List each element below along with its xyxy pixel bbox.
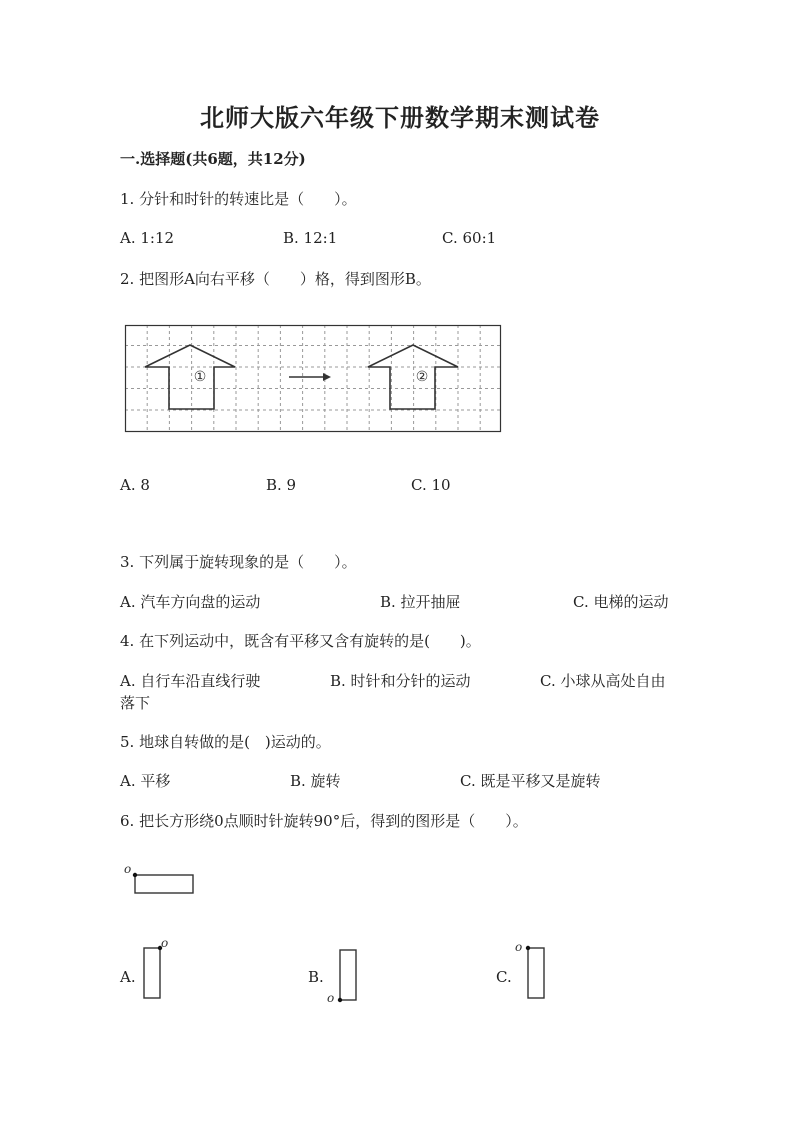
shape-b-label: ② <box>415 369 429 385</box>
q1-option-b[interactable]: B. 12:1 <box>283 229 338 247</box>
q2-grid-figure <box>125 325 501 432</box>
shape-a-arrow <box>145 345 235 409</box>
q6-option-b[interactable]: B. <box>308 968 324 986</box>
q2-option-a[interactable]: A. 8 <box>120 476 150 494</box>
q1-option-a[interactable]: A. 1:12 <box>120 229 175 247</box>
q6-point-label: o <box>124 862 132 876</box>
q6-option-c[interactable]: C. <box>496 968 512 986</box>
q4-option-a[interactable]: A. 自行车沿直线行驶 <box>120 672 261 690</box>
q6-option-b-figure <box>326 946 362 1004</box>
q4-option-b[interactable]: B. 时针和分针的运动 <box>330 672 471 690</box>
q1-option-c[interactable]: C. 60:1 <box>442 229 497 247</box>
q6-c-point-label: o <box>515 940 523 954</box>
question-4: 4. 在下列运动中，既含有平移又含有旋转的是( )。 <box>120 632 481 650</box>
shape-a-label: ① <box>193 369 207 385</box>
page-title: 北师大版六年级下册数学期末测试卷 <box>200 103 600 132</box>
q6-a-point-label: o <box>161 936 169 950</box>
q6-option-c-figure <box>512 938 552 1002</box>
q4-option-c-wrap: 落下 <box>120 694 151 712</box>
q6-option-a[interactable]: A. <box>120 968 136 986</box>
question-2: 2. 把图形A向右平移（ ）格，得到图形B。 <box>120 270 431 288</box>
section-heading: 一.选择题(共6题，共12分) <box>120 150 306 168</box>
q3-option-c[interactable]: C. 电梯的运动 <box>573 593 669 611</box>
q5-option-a[interactable]: A. 平移 <box>120 772 171 790</box>
q5-option-c[interactable]: C. 既是平移又是旋转 <box>460 772 601 790</box>
q6-original-rect <box>120 862 200 898</box>
q6-option-a-figure <box>140 938 176 1002</box>
q6-pivot-dot <box>133 873 137 877</box>
q3-option-a[interactable]: A. 汽车方向盘的运动 <box>120 593 261 611</box>
question-5: 5. 地球自转做的是( )运动的。 <box>120 733 331 751</box>
q3-option-b[interactable]: B. 拉开抽屉 <box>380 593 461 611</box>
q4-option-c[interactable]: C. 小球从高处自由 <box>540 672 666 690</box>
translate-arrow-head <box>323 373 331 381</box>
question-3: 3. 下列属于旋转现象的是（ ）。 <box>120 553 357 571</box>
question-6: 6. 把长方形绕0点顺时针旋转90°后，得到的图形是（ ）。 <box>120 812 528 830</box>
q5-option-b[interactable]: B. 旋转 <box>290 772 341 790</box>
q6-b-point-label: o <box>327 991 335 1005</box>
q2-option-b[interactable]: B. 9 <box>266 476 297 494</box>
question-1: 1. 分针和时针的转速比是（ ）。 <box>120 190 357 208</box>
q2-option-c[interactable]: C. 10 <box>411 476 451 494</box>
shape-b-arrow <box>368 345 458 409</box>
